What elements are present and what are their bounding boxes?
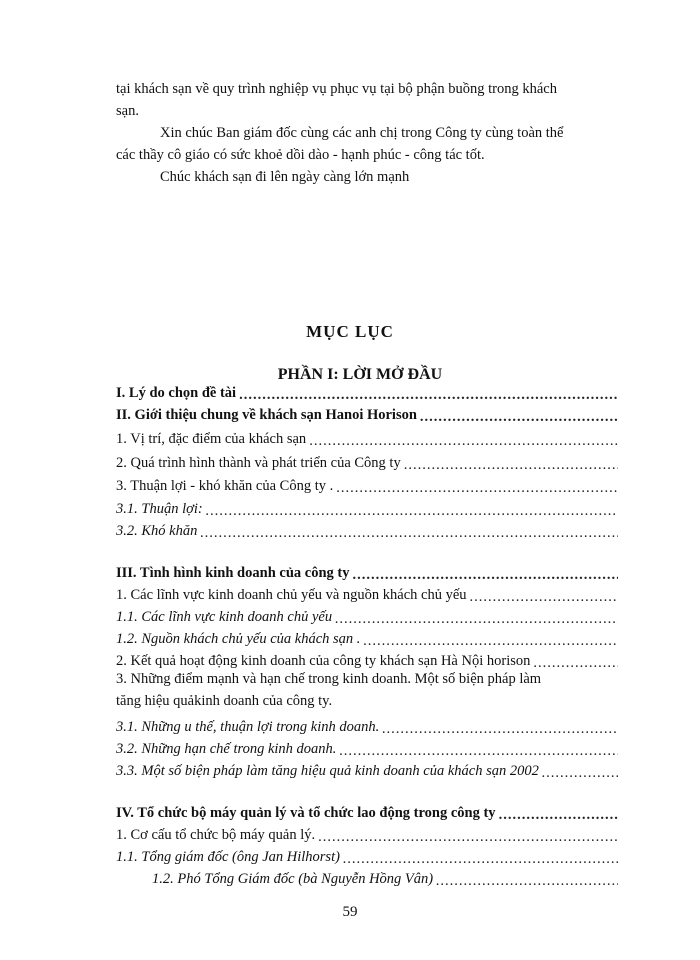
toc-entry-label: 1.1. Các lĩnh vực kinh doanh chủ yếu [116,609,333,625]
leader-dots [339,744,618,758]
intro-line-5: Chúc khách sạn đi lên ngày càng lớn mạnh [160,169,410,185]
toc-entry-3-1[interactable] [116,582,618,604]
toc-entry-label: 3.1. Những u thế, thuận lợi trong kinh doanh. [116,719,380,735]
intro-line-2: sạn. [116,103,139,119]
toc-entry-label: 3.2. Khó khăn [116,523,198,539]
toc-entry-4-1[interactable] [116,822,618,844]
toc-entry-3-1-2[interactable] [116,626,618,648]
toc-entry-label: 1. Các lĩnh vực kinh doanh chủ yếu và nguồn khách chủ yếu [116,587,467,603]
leader-dots [309,434,618,448]
leader-dots [343,852,618,866]
toc-entry-label: 1.1. Tổng giám đốc (ông Jan Hilhorst) [116,849,340,865]
leader-dots [420,410,618,424]
toc-entry-3-2[interactable] [116,648,618,670]
toc-entry-section-3[interactable] [116,560,618,582]
leader-dots [542,766,618,780]
toc-entry-label: 3.3. Một số biện pháp làm tăng hiệu quả kinh doanh của khách sạn 2002 [116,763,539,779]
leader-dots [404,458,618,472]
leader-dots [239,388,618,402]
toc-entry-label: 2. Kết quả hoạt động kinh doanh của công ty khách sạn Hà Nội horison [116,653,531,669]
toc-entry-2-3-2[interactable] [116,518,618,540]
toc-entry-label: IV. Tổ chức bộ máy quản lý và tổ chức lao động trong công ty [116,805,496,821]
toc-title: MỤC LỤC [306,322,394,341]
toc-entry-3-3-3[interactable] [116,758,618,780]
toc-entry-3-3-2[interactable] [116,736,618,758]
leader-dots [206,504,618,518]
toc-entry-2-1[interactable] [116,426,618,448]
intro-line-4: các thầy cô giáo có sức khoẻ dồi dào - hạnh phúc - công tác tốt. [116,147,485,163]
toc-entry-label: 1. Cơ cấu tổ chức bộ máy quản lý. [116,827,316,843]
toc-entry-label-line-1: 3. Những điểm mạnh và hạn chế trong kinh doanh. Một số biện pháp làm [116,671,542,687]
toc-entry-3-3-1[interactable] [116,714,618,736]
page-number: 59 [342,904,358,920]
toc-entry-label: II. Giới thiệu chung về khách sạn Hanoi Horison [116,407,417,423]
toc-entry-label: 1.2. Phó Tổng Giám đốc (bà Nguyễn Hồng Vân) [152,871,434,887]
toc-entry-label: 1.2. Nguồn khách chủ yếu của khách sạn . [116,631,361,647]
toc-entry-3-1-1[interactable] [116,604,618,626]
leader-dots [352,568,618,582]
leader-dots [436,874,618,888]
leader-dots [200,526,618,540]
toc-part-heading: PHẦN I: LỜI MỞ ĐẦU [277,366,443,383]
toc-entry-label: 3.1. Thuận lợi: [116,501,203,517]
intro-line-3: Xin chúc Ban giám đốc cùng các anh chị trong Công ty cùng toàn thể [160,125,564,141]
leader-dots [318,830,618,844]
toc-entry-2-3-1[interactable] [116,496,618,518]
toc-entry-label: 3.2. Những hạn chế trong kinh doanh. [116,741,337,757]
toc-entry-section-4[interactable] [116,800,618,822]
toc-entry-section-1[interactable] [116,380,618,402]
toc-entry-label-line-2: tăng hiệu quảkinh doanh của công ty. [116,693,333,709]
leader-dots [335,612,618,626]
leader-dots [499,808,618,822]
intro-line-1: tại khách sạn về quy trình nghiệp vụ phục vụ tại bộ phận buồng trong khách [116,81,557,97]
toc-entry-2-2[interactable] [116,450,618,472]
toc-entry-section-2[interactable] [116,402,618,424]
toc-entry-4-1-2[interactable] [152,866,618,888]
leader-dots [363,634,618,648]
toc-entry-4-1-1[interactable] [116,844,618,866]
toc-entry-label: 3. Thuận lợi - khó khăn của Công ty . [116,478,334,494]
leader-dots [470,590,618,604]
toc-entry-label: III. Tình hình kinh doanh của công ty [116,565,350,581]
toc-entry-2-3[interactable] [116,473,618,495]
toc-entry-3-3[interactable] [116,668,618,712]
toc-entry-label: 2. Quá trình hình thành và phát triển của Công ty [116,455,401,471]
leader-dots [336,481,618,495]
toc-entry-label: I. Lý do chọn đề tài [116,385,237,401]
leader-dots [382,722,618,736]
toc-entry-label: 1. Vị trí, đặc điểm của khách sạn [116,431,307,447]
